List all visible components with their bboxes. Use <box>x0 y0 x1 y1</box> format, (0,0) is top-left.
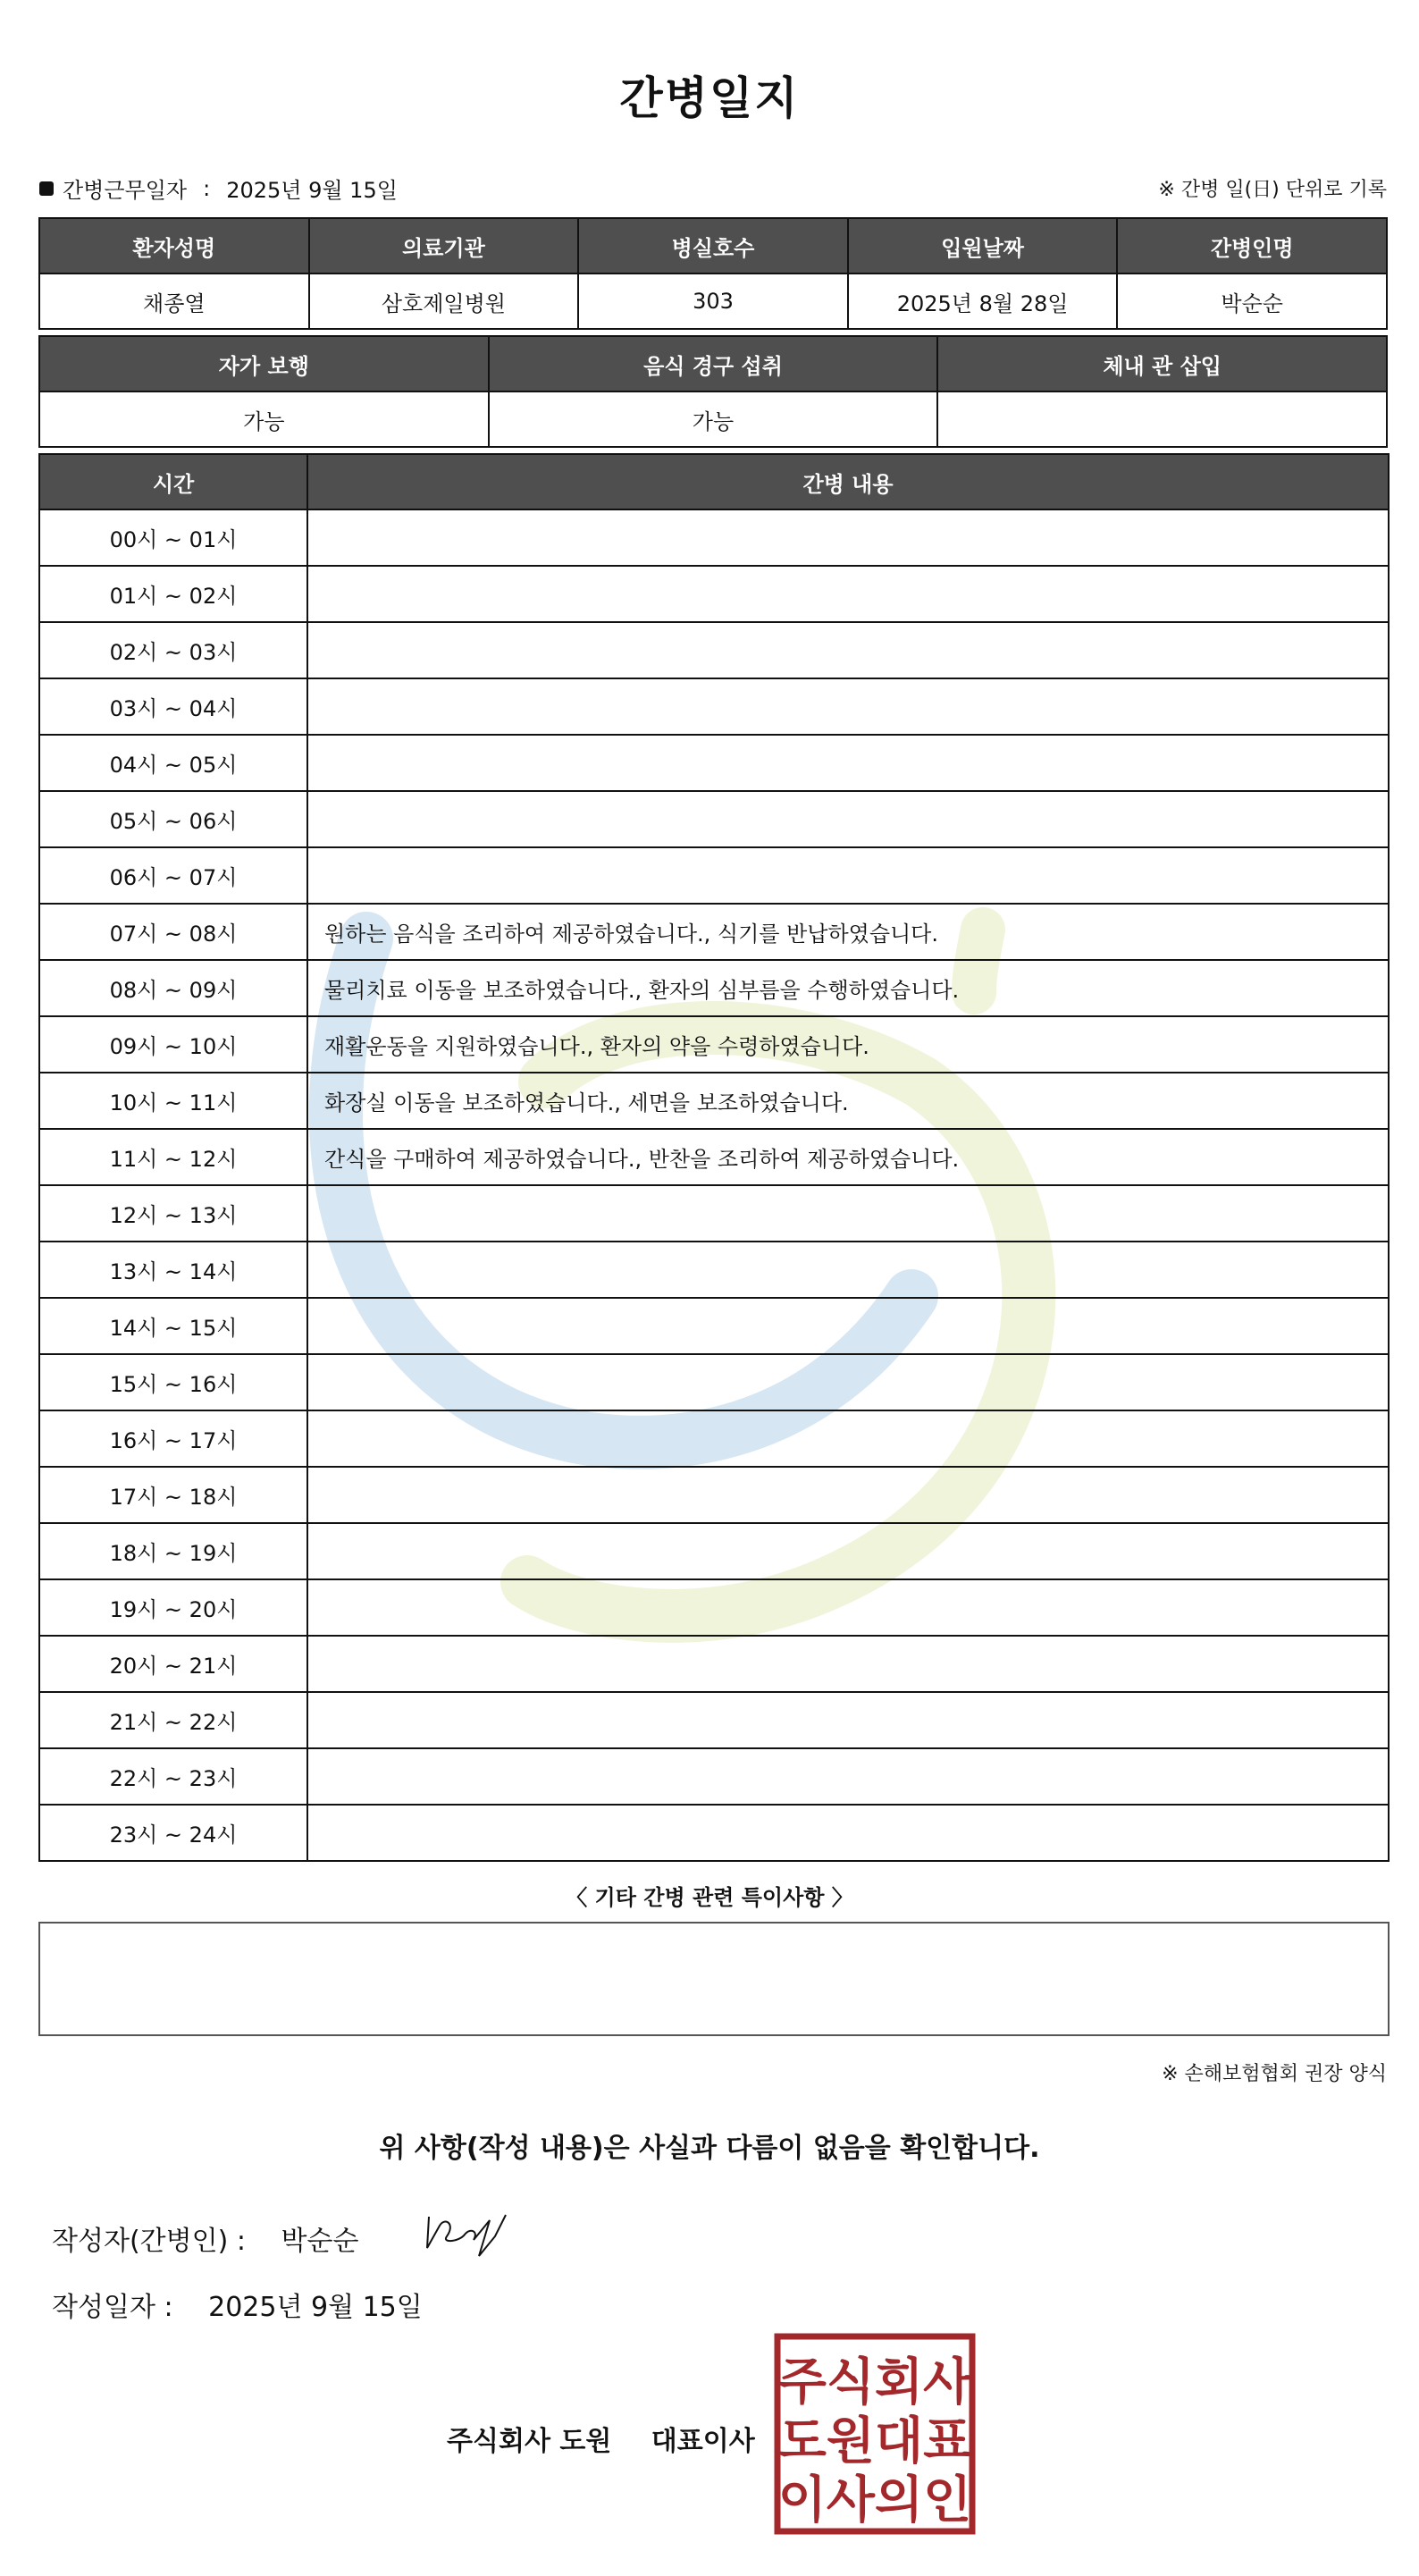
header-self-walking: 자가 보행 <box>39 336 489 391</box>
log-row <box>39 847 1389 904</box>
work-date-row <box>39 173 398 204</box>
log-content <box>307 1185 1389 1242</box>
log-content <box>307 735 1389 791</box>
log-time: 22시 ~ 23시 <box>39 1748 307 1805</box>
log-row <box>39 1692 1389 1748</box>
log-time: 20시 ~ 21시 <box>39 1636 307 1692</box>
log-content: 간식을 구매하여 제공하였습니다., 반찬을 조리하여 제공하였습니다. <box>307 1129 1389 1185</box>
log-content <box>307 678 1389 735</box>
log-content <box>307 847 1389 904</box>
log-content <box>307 1467 1389 1523</box>
log-row <box>39 1354 1389 1410</box>
log-content <box>307 1748 1389 1805</box>
representative-title: 대표이사 <box>651 2426 755 2457</box>
log-row <box>39 678 1389 735</box>
log-row <box>39 1242 1389 1298</box>
oral-intake-value: 가능 <box>489 391 938 447</box>
patient-table <box>38 217 1388 330</box>
svg-text:이사의인: 이사의인 <box>777 2471 972 2530</box>
notes-content <box>40 1924 1388 1949</box>
status-table <box>38 335 1388 448</box>
writer-row <box>52 2218 358 2258</box>
work-date-label: 간병근무일자 <box>63 178 188 203</box>
log-time: 03시 ~ 04시 <box>39 678 307 735</box>
log-time: 00시 ~ 01시 <box>39 509 307 566</box>
header-institution: 의료기관 <box>309 218 579 274</box>
log-content: 재활운동을 지원하였습니다., 환자의 약을 수령하였습니다. <box>307 1016 1389 1073</box>
page-title: 간병일지 <box>619 72 800 124</box>
header-room: 병실호수 <box>578 218 848 274</box>
log-time: 18시 ~ 19시 <box>39 1523 307 1579</box>
log-content <box>307 1410 1389 1467</box>
writer-name: 박순순 <box>281 2226 359 2257</box>
header-time: 시간 <box>39 454 307 509</box>
log-content <box>307 1692 1389 1748</box>
log-content: 화장실 이동을 보조하였습니다., 세면을 보조하였습니다. <box>307 1073 1389 1129</box>
log-row <box>39 1073 1389 1129</box>
log-content <box>307 1354 1389 1410</box>
log-content <box>307 1579 1389 1636</box>
log-content: 물리치료 이동을 보조하였습니다., 환자의 심부름을 수행하였습니다. <box>307 960 1389 1016</box>
institution: 삼호제일병원 <box>309 274 579 329</box>
log-content <box>307 1523 1389 1579</box>
room-number: 303 <box>578 274 848 329</box>
log-time: 06시 ~ 07시 <box>39 847 307 904</box>
log-time: 13시 ~ 14시 <box>39 1242 307 1298</box>
header-patient-name: 환자성명 <box>39 218 309 274</box>
header-admission-date: 입원날짜 <box>848 218 1118 274</box>
header-care-content: 간병 내용 <box>307 454 1389 509</box>
company-name: 주식회사 도원 <box>447 2426 612 2457</box>
log-time: 07시 ~ 08시 <box>39 904 307 960</box>
log-time: 12시 ~ 13시 <box>39 1185 307 1242</box>
log-row <box>39 1129 1389 1185</box>
company-line <box>447 2419 755 2458</box>
log-row <box>39 960 1389 1016</box>
log-content <box>307 791 1389 847</box>
work-date-value: 2025년 9월 15일 <box>226 178 398 203</box>
log-time: 09시 ~ 10시 <box>39 1016 307 1073</box>
log-time: 05시 ~ 06시 <box>39 791 307 847</box>
log-row <box>39 1298 1389 1354</box>
care-log-table <box>38 453 1390 1862</box>
company-seal-icon <box>774 2333 976 2535</box>
self-walking-value: 가능 <box>39 391 489 447</box>
log-time: 23시 ~ 24시 <box>39 1805 307 1861</box>
confirmation-text: 위 사항(작성 내용)은 사실과 다름이 없음을 확인합니다. <box>379 2133 1040 2164</box>
log-content <box>307 622 1389 678</box>
log-row <box>39 509 1389 566</box>
log-row <box>39 791 1389 847</box>
bullet-square-icon <box>39 181 54 196</box>
date-label: 작성일자 : <box>52 2292 173 2323</box>
log-row <box>39 1636 1389 1692</box>
log-row <box>39 735 1389 791</box>
header-caregiver: 간병인명 <box>1117 218 1387 274</box>
notes-box <box>38 1922 1390 2036</box>
admission-date: 2025년 8월 28일 <box>848 274 1118 329</box>
work-date-separator: : <box>203 175 211 201</box>
patient-name: 채종열 <box>39 274 309 329</box>
log-time: 08시 ~ 09시 <box>39 960 307 1016</box>
log-time: 21시 ~ 22시 <box>39 1692 307 1748</box>
caregiver-name: 박순순 <box>1117 274 1387 329</box>
log-time: 14시 ~ 15시 <box>39 1298 307 1354</box>
log-row <box>39 1579 1389 1636</box>
log-row <box>39 1805 1389 1861</box>
writer-label: 작성자(간병인) : <box>52 2226 246 2257</box>
log-time: 16시 ~ 17시 <box>39 1410 307 1467</box>
date-value: 2025년 9월 15일 <box>208 2292 423 2323</box>
log-row <box>39 1523 1389 1579</box>
log-row <box>39 566 1389 622</box>
log-content: 원하는 음식을 조리하여 제공하였습니다., 식기를 반납하였습니다. <box>307 904 1389 960</box>
log-time: 11시 ~ 12시 <box>39 1129 307 1185</box>
unit-note: ※ 간병 일(日) 단위로 기록 <box>1158 179 1387 201</box>
log-row <box>39 1185 1389 1242</box>
log-content <box>307 1805 1389 1861</box>
log-time: 15시 ~ 16시 <box>39 1354 307 1410</box>
log-content <box>307 566 1389 622</box>
log-row <box>39 1016 1389 1073</box>
log-row <box>39 1467 1389 1523</box>
insurer-note: ※ 손해보험협회 권장 양식 <box>1162 2063 1387 2085</box>
date-row <box>52 2285 423 2324</box>
log-row <box>39 1410 1389 1467</box>
log-content <box>307 1242 1389 1298</box>
log-time: 04시 ~ 05시 <box>39 735 307 791</box>
log-time: 10시 ~ 11시 <box>39 1073 307 1129</box>
log-row <box>39 904 1389 960</box>
log-content <box>307 1636 1389 1692</box>
svg-text:도원대표: 도원대표 <box>777 2412 972 2471</box>
log-content <box>307 1298 1389 1354</box>
log-time: 17시 ~ 18시 <box>39 1467 307 1523</box>
header-tube-insertion: 체내 관 삽입 <box>937 336 1387 391</box>
header-oral-intake: 음식 경구 섭취 <box>489 336 938 391</box>
log-row <box>39 1748 1389 1805</box>
signature-icon <box>420 2199 518 2270</box>
log-time: 01시 ~ 02시 <box>39 566 307 622</box>
tube-insertion-value <box>937 391 1387 447</box>
svg-text:주식회사: 주식회사 <box>777 2353 972 2412</box>
log-row <box>39 622 1389 678</box>
notes-title: 〈 기타 간병 관련 특이사항 〉 <box>566 1885 853 1910</box>
log-content <box>307 509 1389 566</box>
log-time: 19시 ~ 20시 <box>39 1579 307 1636</box>
log-time: 02시 ~ 03시 <box>39 622 307 678</box>
